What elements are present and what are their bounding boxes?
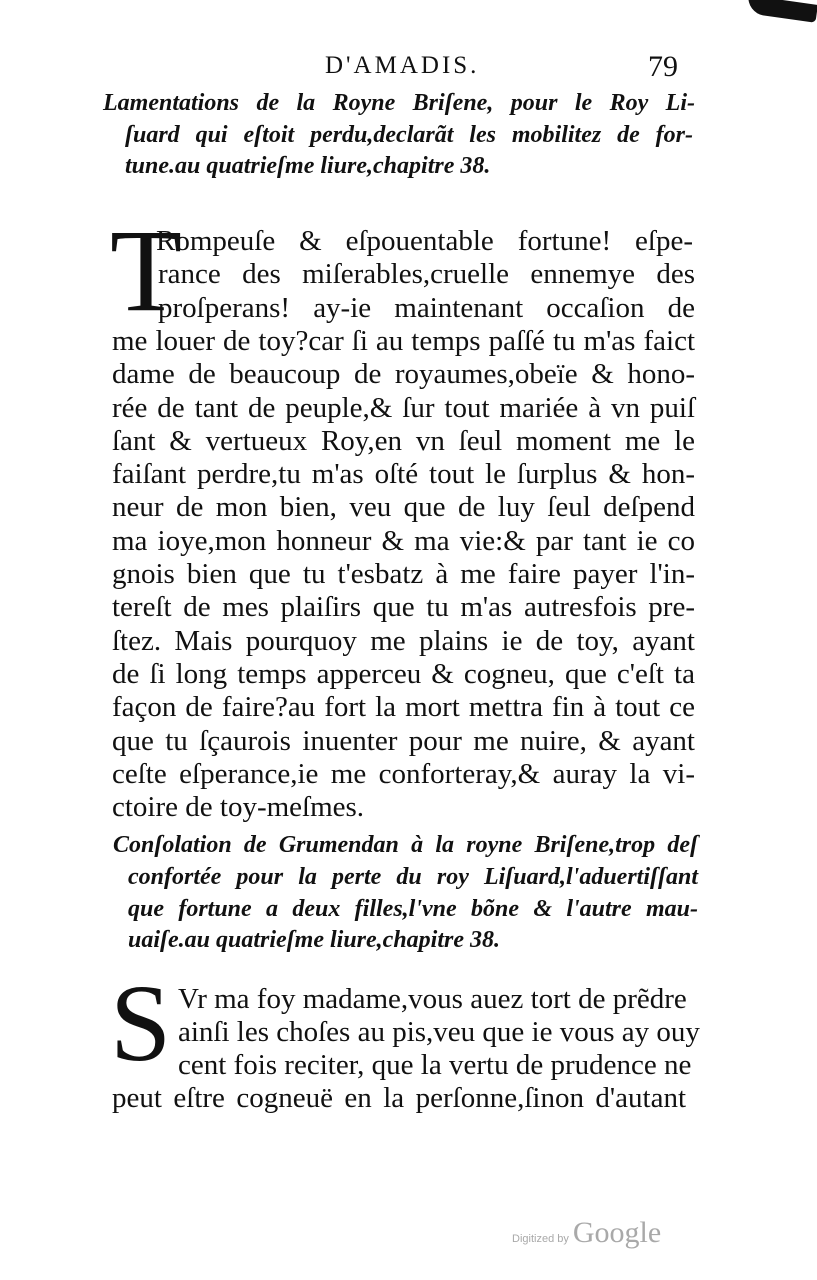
watermark-brand: Google — [572, 1216, 662, 1249]
text-line: confortée pour la perte du roy Liſuard,l'aduertiſſant — [128, 864, 698, 890]
page-number: 79 — [648, 50, 678, 83]
text-line: cent fois reciter, que la vertu de prudence ne — [178, 1049, 692, 1081]
text-line: ainſi les choſes au pis,veu que ie vous ay ouy — [178, 1016, 700, 1048]
text-line: Vr ma foy madame,vous auez tort de prẽdre — [178, 983, 687, 1015]
text-line: peut eſtre cogneuë en la perſonne,ſinon d'autant — [112, 1082, 686, 1114]
watermark-prefix: Digitized by — [512, 1233, 569, 1245]
text-line: ctoire de toy-meſmes. — [112, 791, 365, 824]
text-line: neur de mon bien, veu que de luy ſeul deſpend — [112, 491, 695, 524]
text-line: proſperans! ay-ie maintenant occaſion de — [158, 291, 695, 324]
text-line: de ſi long temps apperceu & cogneu, que c'eſt ta — [112, 657, 695, 690]
drop-cap-t: T — [110, 205, 183, 336]
text-line: faiſant perdre,tu m'as oſté tout le ſurplus & hon- — [112, 458, 695, 491]
text-line: ſant & vertueux Roy,en vn ſeul moment me le — [112, 424, 695, 457]
text-line: ma ioye,mon honneur & ma vie:& par tant ie co — [112, 524, 695, 557]
running-title: D'AMADIS. — [325, 52, 480, 79]
text-line: Rompeuſe & eſpouentable fortune! eſpe- — [156, 225, 693, 257]
text-line: gnois bien que tu t'esbatz à me faire payer l'in- — [112, 558, 695, 590]
ink-blot — [746, 0, 817, 23]
text-line: tereſt de mes plaiſirs que tu m'as autresfois pre- — [112, 591, 695, 624]
text-line: ſtez. Mais pourquoy me plains ie de toy, ayant — [112, 624, 695, 657]
text-line: Lamentations de la Royne Briſene, pour le Roy Li- — [103, 90, 695, 116]
text-line: rance des miſerables,cruelle ennemye des — [158, 258, 695, 291]
watermark — [512, 1216, 661, 1250]
text-line: uaiſe.au quatrieſme liure,chapitre 38. — [128, 927, 500, 953]
text-line: ceſte eſperance,ie me conforteray,& auray la vi- — [112, 757, 695, 790]
text-line: dame de beaucoup de royaumes,obeïe & hono- — [112, 358, 695, 391]
text-line: ſuard qui eſtoit perdu,declarãt les mobilitez de for- — [125, 122, 693, 148]
text-line: façon de faire?au fort la mort mettra fin à tout ce — [112, 691, 695, 724]
text-line: que fortune a deux filles,l'vne bõne & l'autre mau- — [128, 896, 698, 922]
text-line: me louer de toy?car ſi au temps paſſé tu m'as faict — [112, 324, 695, 357]
text-line: que tu ſçaurois inuenter pour me nuire, & ayant — [112, 724, 695, 757]
text-line: Conſolation de Grumendan à la royne Briſene,trop deſ — [113, 832, 698, 858]
text-line: rée de tant de peuple,& ſur tout mariée à vn puiſ — [112, 391, 695, 424]
drop-cap-s: S — [110, 962, 172, 1084]
text-line: tune.au quatrieſme liure,chapitre 38. — [125, 153, 491, 179]
